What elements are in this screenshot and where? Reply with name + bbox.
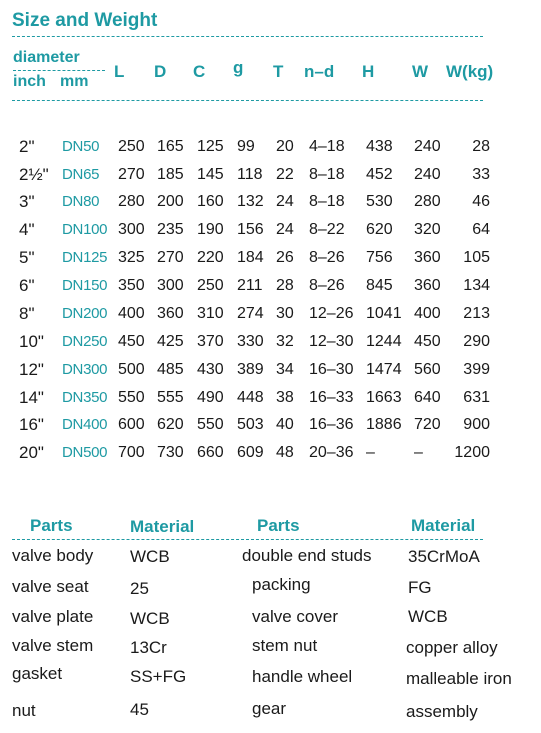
cell-c: 250: [197, 277, 224, 294]
cell-t: 40: [276, 416, 294, 433]
cell-nd: 8–26: [309, 249, 345, 266]
cell-g: 274: [237, 305, 264, 322]
part-name-right: valve cover: [252, 607, 338, 626]
cell-wd: –: [414, 444, 423, 461]
cell-l: 600: [118, 416, 145, 433]
cell-inch: 12": [19, 360, 44, 379]
cell-w: 64: [472, 221, 490, 238]
cell-inch: 3": [19, 192, 35, 211]
cell-c: 370: [197, 333, 224, 350]
cell-l: 550: [118, 389, 145, 406]
cell-l: 270: [118, 166, 145, 183]
cell-h: 1474: [366, 361, 402, 378]
cell-inch: 16": [19, 415, 44, 434]
table-row: [0, 412, 541, 438]
cell-wd: 560: [414, 361, 441, 378]
table-row: [0, 385, 541, 411]
header-inch: inch: [13, 73, 46, 90]
material-header-right: Material: [411, 516, 476, 535]
cell-mm: DN300: [62, 361, 108, 378]
cell-t: 26: [276, 249, 294, 266]
cell-d: 300: [157, 277, 184, 294]
cell-nd: 8–18: [309, 193, 345, 210]
cell-wd: 720: [414, 416, 441, 433]
cell-inch: 5": [19, 248, 35, 267]
cell-mm: DN100: [62, 221, 108, 238]
header-H: H: [362, 62, 375, 81]
parts-header-right: Parts: [257, 516, 300, 535]
material-right: malleable iron: [406, 669, 512, 688]
header-divider: [12, 100, 483, 101]
header-T: T: [273, 62, 284, 81]
cell-inch: 2": [19, 137, 35, 156]
table-row: [0, 134, 541, 160]
cell-inch: 2½": [19, 165, 49, 184]
part-name-right: packing: [252, 575, 311, 594]
cell-c: 190: [197, 221, 224, 238]
material-left: WCB: [130, 547, 170, 566]
cell-t: 32: [276, 333, 294, 350]
cell-l: 450: [118, 333, 145, 350]
table-row: [0, 301, 541, 327]
cell-t: 22: [276, 166, 294, 183]
cell-nd: 12–30: [309, 333, 354, 350]
cell-h: 1041: [366, 305, 402, 322]
cell-g: 132: [237, 193, 264, 210]
cell-nd: 16–30: [309, 361, 354, 378]
cell-h: 438: [366, 138, 393, 155]
cell-w: 213: [463, 305, 490, 322]
cell-g: 118: [237, 166, 263, 183]
part-name-left: valve stem: [12, 636, 94, 655]
cell-g: 503: [237, 416, 264, 433]
page-title: Size and Weight: [12, 10, 158, 31]
cell-c: 660: [197, 444, 224, 461]
header-W-dim: W: [412, 62, 429, 81]
cell-t: 34: [276, 361, 294, 378]
cell-c: 550: [197, 416, 224, 433]
cell-mm: DN150: [62, 277, 108, 294]
part-name-left: valve plate: [12, 607, 94, 626]
cell-mm: DN125: [62, 249, 108, 266]
cell-g: 156: [237, 221, 264, 238]
header-C: C: [193, 62, 206, 81]
cell-t: 28: [276, 277, 294, 294]
cell-h: 620: [366, 221, 393, 238]
cell-d: 555: [157, 389, 184, 406]
cell-l: 250: [118, 138, 145, 155]
cell-nd: 12–26: [309, 305, 354, 322]
header-nd: n–d: [304, 62, 335, 81]
cell-h: 452: [366, 166, 393, 183]
material-left: SS+FG: [130, 667, 187, 686]
material-right: 35CrMoA: [408, 547, 480, 566]
cell-mm: DN350: [62, 389, 108, 406]
cell-nd: 16–33: [309, 389, 354, 406]
cell-h: 1663: [366, 389, 402, 406]
cell-w: 631: [463, 389, 490, 406]
cell-c: 145: [197, 166, 224, 183]
table-row: [0, 329, 541, 355]
cell-w: 105: [463, 249, 490, 266]
part-name-right: stem nut: [252, 636, 318, 655]
cell-d: 620: [157, 416, 184, 433]
table-row: [0, 217, 541, 243]
cell-wd: 320: [414, 221, 441, 238]
parts-header-left: Parts: [30, 516, 73, 535]
cell-d: 730: [157, 444, 184, 461]
material-left: 13Cr: [130, 638, 167, 657]
cell-d: 360: [157, 305, 184, 322]
cell-l: 350: [118, 277, 145, 294]
material-header-left: Material: [130, 517, 195, 536]
cell-w: 134: [463, 277, 490, 294]
cell-g: 99: [237, 138, 255, 155]
material-right: copper alloy: [406, 638, 498, 657]
material-left: WCB: [130, 609, 170, 628]
cell-nd: 8–18: [309, 166, 345, 183]
header-D: D: [154, 62, 167, 81]
part-name-right: handle wheel: [252, 667, 353, 686]
cell-inch: 20": [19, 443, 44, 462]
cell-wd: 640: [414, 389, 441, 406]
cell-g: 184: [237, 249, 264, 266]
cell-w: 46: [472, 193, 490, 210]
header-weight: W(kg): [446, 62, 494, 81]
cell-wd: 240: [414, 138, 441, 155]
cell-mm: DN200: [62, 305, 108, 322]
cell-wd: 240: [414, 166, 441, 183]
cell-d: 200: [157, 193, 184, 210]
part-name-left: valve body: [12, 546, 94, 565]
cell-w: 290: [463, 333, 490, 350]
cell-c: 490: [197, 389, 224, 406]
cell-w: 33: [472, 166, 490, 183]
table-row: [0, 189, 541, 215]
cell-l: 300: [118, 221, 145, 238]
cell-inch: 6": [19, 276, 35, 295]
cell-t: 30: [276, 305, 294, 322]
cell-nd: 4–18: [309, 138, 345, 155]
cell-h: 1886: [366, 416, 402, 433]
part-name-left: valve seat: [12, 577, 89, 596]
cell-d: 425: [157, 333, 184, 350]
cell-nd: 16–36: [309, 416, 354, 433]
material-right: FG: [408, 578, 432, 597]
title-divider: [12, 36, 483, 37]
cell-wd: 450: [414, 333, 441, 350]
cell-g: 330: [237, 333, 264, 350]
part-name-right: gear: [252, 699, 287, 718]
cell-nd: 20–36: [309, 444, 354, 461]
cell-w: 900: [463, 416, 490, 433]
cell-c: 125: [197, 138, 224, 155]
cell-wd: 360: [414, 249, 441, 266]
cell-mm: DN80: [62, 193, 100, 210]
cell-g: 448: [237, 389, 264, 406]
table-row: [0, 440, 541, 466]
table-row: [0, 162, 541, 188]
cell-c: 220: [197, 249, 224, 266]
cell-inch: 14": [19, 388, 44, 407]
part-name-left: gasket: [12, 664, 63, 683]
cell-d: 185: [157, 166, 184, 183]
header-L: L: [114, 62, 125, 81]
cell-l: 500: [118, 361, 145, 378]
cell-c: 160: [197, 193, 224, 210]
header-g: g: [233, 58, 244, 77]
part-name-left: nut: [12, 701, 36, 720]
cell-mm: DN65: [62, 166, 100, 183]
cell-l: 400: [118, 305, 145, 322]
cell-c: 430: [197, 361, 224, 378]
cell-g: 609: [237, 444, 264, 461]
cell-nd: 8–26: [309, 277, 345, 294]
cell-h: –: [366, 444, 375, 461]
cell-mm: DN500: [62, 444, 108, 461]
parts-divider: [12, 539, 483, 540]
cell-d: 165: [157, 138, 184, 155]
cell-t: 24: [276, 193, 294, 210]
cell-w: 1200: [454, 444, 490, 461]
table-row: [0, 273, 541, 299]
cell-h: 1244: [366, 333, 402, 350]
header-diameter: diameter: [13, 49, 80, 66]
cell-w: 28: [472, 138, 490, 155]
cell-d: 270: [157, 249, 184, 266]
cell-inch: 4": [19, 220, 35, 239]
cell-l: 700: [118, 444, 145, 461]
table-row: [0, 357, 541, 383]
material-left: 25: [130, 579, 149, 598]
cell-l: 325: [118, 249, 145, 266]
cell-mm: DN50: [62, 138, 100, 155]
cell-wd: 360: [414, 277, 441, 294]
cell-g: 211: [237, 277, 263, 294]
part-name-right: double end studs: [242, 546, 372, 565]
cell-d: 485: [157, 361, 184, 378]
diameter-underline: [13, 70, 105, 71]
cell-h: 845: [366, 277, 393, 294]
material-right: WCB: [408, 607, 448, 626]
cell-c: 310: [197, 305, 224, 322]
cell-t: 20: [276, 138, 294, 155]
cell-inch: 10": [19, 332, 44, 351]
header-mm: mm: [60, 73, 89, 90]
cell-h: 530: [366, 193, 393, 210]
material-left: 45: [130, 700, 149, 719]
cell-w: 399: [463, 361, 490, 378]
cell-mm: DN400: [62, 416, 108, 433]
table-row: [0, 245, 541, 271]
cell-t: 38: [276, 389, 294, 406]
cell-nd: 8–22: [309, 221, 345, 238]
cell-d: 235: [157, 221, 184, 238]
cell-h: 756: [366, 249, 393, 266]
cell-wd: 280: [414, 193, 441, 210]
cell-inch: 8": [19, 304, 35, 323]
cell-l: 280: [118, 193, 145, 210]
cell-t: 48: [276, 444, 294, 461]
cell-t: 24: [276, 221, 294, 238]
cell-g: 389: [237, 361, 264, 378]
cell-wd: 400: [414, 305, 441, 322]
material-right: assembly: [406, 702, 478, 721]
cell-mm: DN250: [62, 333, 108, 350]
